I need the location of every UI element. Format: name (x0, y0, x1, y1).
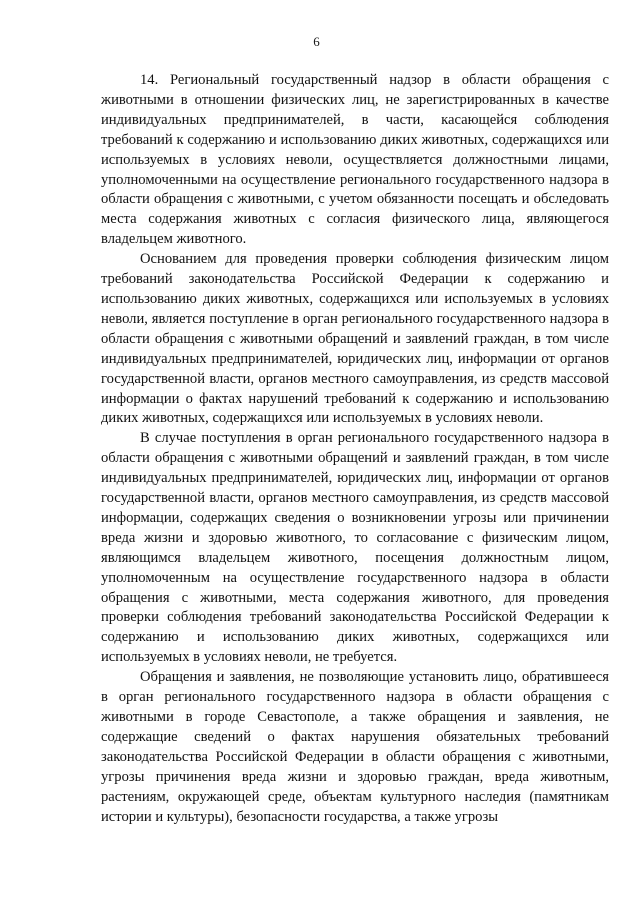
paragraph-threat-case: В случае поступления в орган регионального государственного надзора в области обращения с животными обращений и заявлений граждан, в том числе индивидуальных предпринимателей, юридических лиц, информации от органов государственной власти, органов местного самоуправления, из средств массовой информации, содержащих сведения о возникновении угрозы или причинении вреда жизни и здоровью животного, то согласование с физическим лицом, являющимся владельцем животного, посещения должностным лицом, уполномоченным на осуществление государственного надзора в области обращения с животными, места содержания животного, для проведения проверки соблюдения требований законодательства Российской Федерации к содержанию и использованию диких животных, содержащихся или используемых в условиях неволи, не требуется. (101, 430, 609, 666)
page-number: 6 (313, 34, 320, 49)
document-body (101, 71, 609, 827)
paragraph-14-supervision: 14. Региональный государственный надзор в области обращения с животными в отношении физических лиц, не зарегистрированных в качестве индивидуальных предпринимателей, в части, касающейся соблюдения требований к содержанию и использованию диких животных, содержащихся или используемых в условиях неволи, осуществляется должностными лицами, уполномоченными на осуществление регионального государственного надзора в области обращения с животными, с учетом обязанности посещать и обследовать места содержания животных с согласия физического лица, являющегося владельцем животного. (101, 72, 609, 248)
paragraph-inspection-grounds: Основанием для проведения проверки соблюдения физическим лицом требований законодательства Российской Федерации к содержанию и использованию диких животных, содержащихся или используемых в условиях неволи, является поступление в орган регионального государственного надзора в области обращения с животными обращений и заявлений граждан, в том числе индивидуальных предпринимателей, юридических лиц, информации от органов государственной власти, органов местного самоуправления, из средств массовой информации о фактах нарушений требований к содержанию и использованию диких животных, содержащихся или используемых в условиях неволи. (101, 251, 609, 427)
paragraph-anonymous-appeals: Обращения и заявления, не позволяющие установить лицо, обратившееся в орган регионального государственного надзора в области обращения с животными в городе Севастополе, а также обращения и заявления, не содержащие сведений о фактах нарушения обязательных требований законодательства Российской Федерации в области обращения с животными, угрозы причинения вреда жизни и здоровью граждан, вреда животным, растениям, окружающей среде, объектам культурного наследия (памятникам истории и культуры), безопасности государства, а также угрозы (101, 669, 609, 825)
